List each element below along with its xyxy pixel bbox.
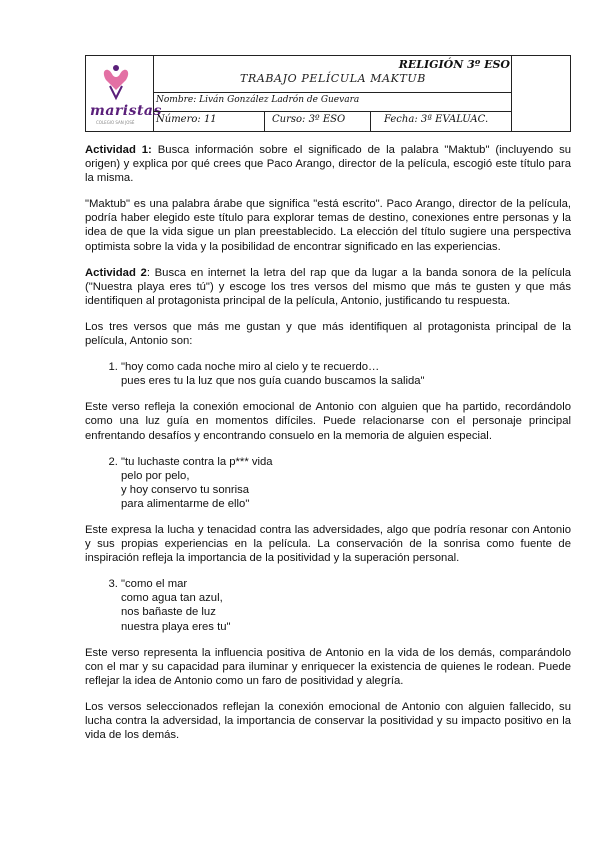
- verse-line: nos bañaste de luz: [121, 606, 216, 619]
- verse-line: 3. "como el mar: [121, 578, 188, 591]
- document-header: [85, 55, 571, 132]
- verse-line: 1. "hoy como cada noche miro al cielo y te recuerdo…: [121, 361, 380, 374]
- verse-line: nuestra playa eres tu": [121, 620, 231, 633]
- verse-item: [121, 577, 571, 633]
- conclusion: Los versos seleccionados reflejan la conexión emocional de Antonio con alguien fallecido, su lucha contra la adversidad, la importancia de conservar la positividad y su impacto positivo en la vida de los demás.: [85, 700, 571, 742]
- verse-list: [85, 455, 571, 511]
- verse-comment: Este verso refleja la conexión emocional de Antonio con alguien que ha partido, recordándolo como una luz guía en momentos difíciles. Puede relacionarse con el personaje principal enfrentando desafíos y encontrando consuelo en la memoria de alguien especial.: [85, 401, 571, 442]
- verse-line: 2. "tu luchaste contra la p*** vida: [121, 455, 273, 468]
- assignment-title: TRABAJO PELÍCULA MAKTUB: [240, 72, 426, 85]
- verse-line: y hoy conservo tu sonrisa: [121, 483, 250, 496]
- student-number: Número: 11: [156, 114, 217, 125]
- verse-item: [121, 360, 571, 388]
- activity-2-label: Actividad 2: [85, 266, 147, 279]
- brand-subtitle: COLEGIO SAN JOSÉ: [96, 120, 135, 125]
- header-divider: [153, 92, 512, 93]
- verse-comment: Este verso representa la influencia positiva de Antonio en la vida de los demás, comparándolo con el mar y su capacidad para iluminar y enriquecer la existencia de quienes le rodean. Puede reflejar la idea de Antonio como un faro de positividad y alegría.: [85, 646, 571, 687]
- activity-1-label: Actividad 1:: [85, 144, 152, 156]
- verse-line: pelo por pelo,: [121, 469, 190, 482]
- header-divider: [153, 111, 512, 112]
- student-name: Nombre: Liván González Ladrón de Guevara: [156, 95, 360, 105]
- verse-line: para alimentarme de ello": [121, 497, 250, 510]
- verse-list: [85, 360, 571, 388]
- verse-comment: Este expresa la lucha y tenacidad contra las adversidades, algo que podría resonar con Antonio y sus propias experiencias en la película. La conservación de la sonrisa como fuente de inspiración refleja la importancia de la positividad y la superación personal.: [85, 523, 571, 565]
- verse-item: [121, 455, 571, 511]
- activity-2-intro: Los tres versos que más me gustan y que más identifiquen al protagonista principal de la película, Antonio son:: [85, 320, 571, 348]
- verse-list: [85, 577, 571, 633]
- verse-line: pues eres tu la luz que nos guía cuando buscamos la salida": [121, 375, 425, 388]
- date-field: Fecha: 3ª EVALUAC.: [384, 114, 489, 125]
- brand-word: maristas: [90, 103, 162, 119]
- header-divider: [511, 75, 512, 131]
- course-field: Curso: 3º ESO: [272, 114, 346, 125]
- activity-1-answer: "Maktub" es una palabra árabe que significa "está escrito". Paco Arango, director de la película, podría haber elegido este título para explorar temas de destino, conexiones entre personas y la idea de que la vida sigue un plan preestablecido. La elección del título sugiere una perspectiva optimista sobre la vida y la posibilidad de encontrar significado en las experiencias.: [85, 198, 571, 253]
- subject-label: RELIGIÓN 3º ESO: [398, 58, 510, 71]
- activity-1-text: Busca información sobre el significado de la palabra "Maktub" (incluyendo su origen) y explica por qué crees que Paco Arango, director de la película, escogió este título para la misma.: [85, 144, 572, 185]
- school-logo: [86, 56, 162, 131]
- header-divider: [264, 111, 265, 131]
- document-body: [85, 143, 571, 754]
- header-divider: [370, 111, 371, 131]
- activity-2-prompt: [85, 266, 571, 308]
- verse-line: como agua tan azul,: [121, 592, 223, 605]
- activity-1-prompt: [85, 143, 571, 185]
- activity-2-text: : Busca en internet la letra del rap que da lugar a la banda sonora de la película ("Nuestra playa eres tú") y escoge los tres versos del mismo que más te gusten y que más identifiquen al protagonista principal de la película, Antonio, justificando tu respuesta.: [85, 266, 572, 307]
